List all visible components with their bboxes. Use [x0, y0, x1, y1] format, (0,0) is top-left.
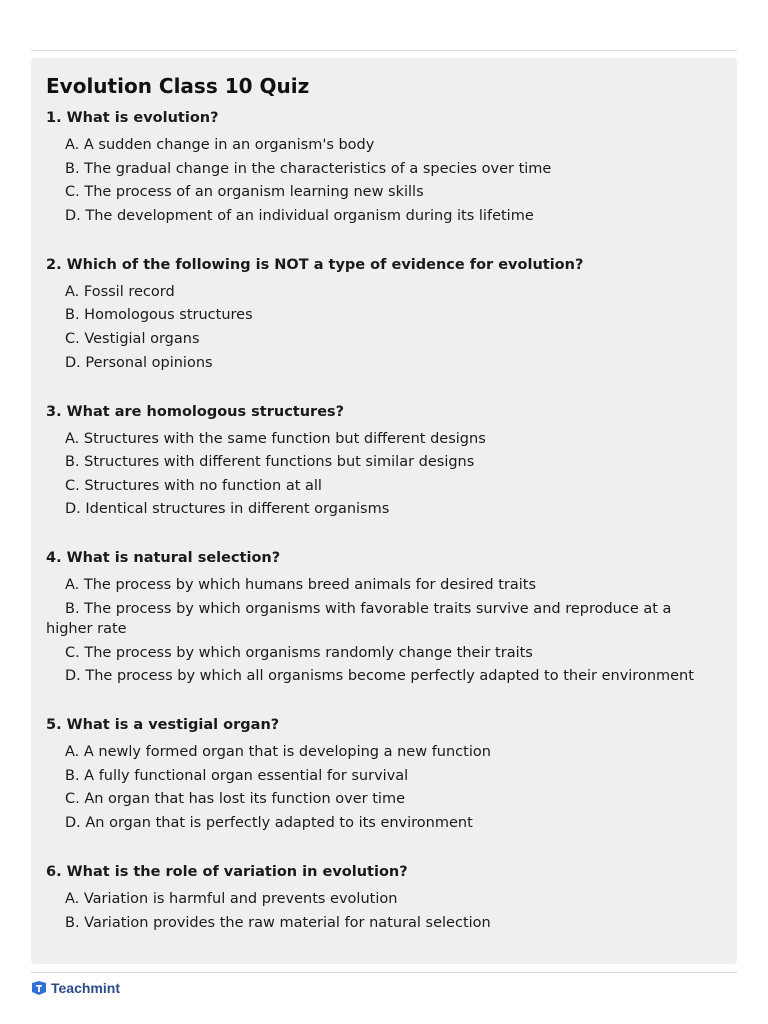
question-6: [46, 862, 721, 933]
option-c: C. The process by which organisms randomly change their traits: [65, 644, 533, 661]
option-d: D. Identical structures in different organisms: [65, 501, 390, 518]
header-divider: [31, 50, 737, 51]
question-text: 6. What is the role of variation in evolution?: [46, 863, 408, 880]
option-a: A. A sudden change in an organism's body: [65, 137, 375, 153]
option-a: A. Variation is harmful and prevents evolution: [65, 890, 398, 907]
option-b: B. Homologous structures: [65, 307, 253, 324]
footer-brand: [31, 979, 120, 997]
option-d: D. An organ that is perfectly adapted to its environment: [65, 814, 473, 831]
option-list: [46, 742, 721, 833]
question-1: [46, 108, 721, 226]
question-4: [46, 548, 721, 686]
option-a: A. Fossil record: [65, 283, 175, 300]
option-b: B. Structures with different functions but similar designs: [65, 454, 475, 471]
option-b: B. A fully functional organ essential for survival: [65, 767, 409, 784]
option-c: C. Vestigial organs: [65, 330, 200, 347]
option-c: C. The process of an organism learning new skills: [65, 184, 424, 201]
question-text: 3. What are homologous structures?: [46, 403, 345, 420]
option-list: [46, 135, 721, 226]
question-text: 2. Which of the following is NOT a type of evidence for evolution?: [46, 256, 584, 273]
brand-name: Teachmint: [51, 980, 120, 996]
option-c: C. An organ that has lost its function over time: [65, 791, 405, 808]
option-a: A. A newly formed organ that is developing a new function: [65, 744, 491, 761]
question-text: 1. What is evolution?: [46, 110, 219, 126]
option-b: B. The gradual change in the characteristics of a species over time: [65, 160, 552, 177]
option-list: [46, 889, 721, 933]
question-text: 4. What is natural selection?: [46, 550, 281, 567]
question-text: 5. What is a vestigial organ?: [46, 717, 280, 734]
option-b: B. Variation provides the raw material for natural selection: [65, 914, 491, 931]
option-a: A. The process by which humans breed animals for desired traits: [65, 577, 537, 594]
question-2: [46, 255, 721, 373]
teachmint-logo-icon: [31, 980, 47, 996]
option-list: [46, 429, 721, 520]
option-d: D. Personal opinions: [65, 354, 213, 371]
option-c: C. Structures with no function at all: [65, 477, 322, 494]
page-title: Evolution Class 10 Quiz: [46, 74, 310, 98]
option-list: [46, 575, 721, 686]
question-5: [46, 715, 721, 833]
option-list: [46, 282, 721, 373]
option-b: B. The process by which organisms with favorable traits survive and reproduce at a higher rate: [46, 600, 672, 637]
option-a: A. Structures with the same function but different designs: [65, 430, 486, 447]
option-d: D. The process by which all organisms become perfectly adapted to their environment: [65, 668, 694, 685]
footer-divider: [31, 972, 737, 973]
quiz-card: [31, 58, 737, 964]
option-d: D. The development of an individual organism during its lifetime: [65, 207, 534, 224]
question-3: [46, 402, 721, 520]
